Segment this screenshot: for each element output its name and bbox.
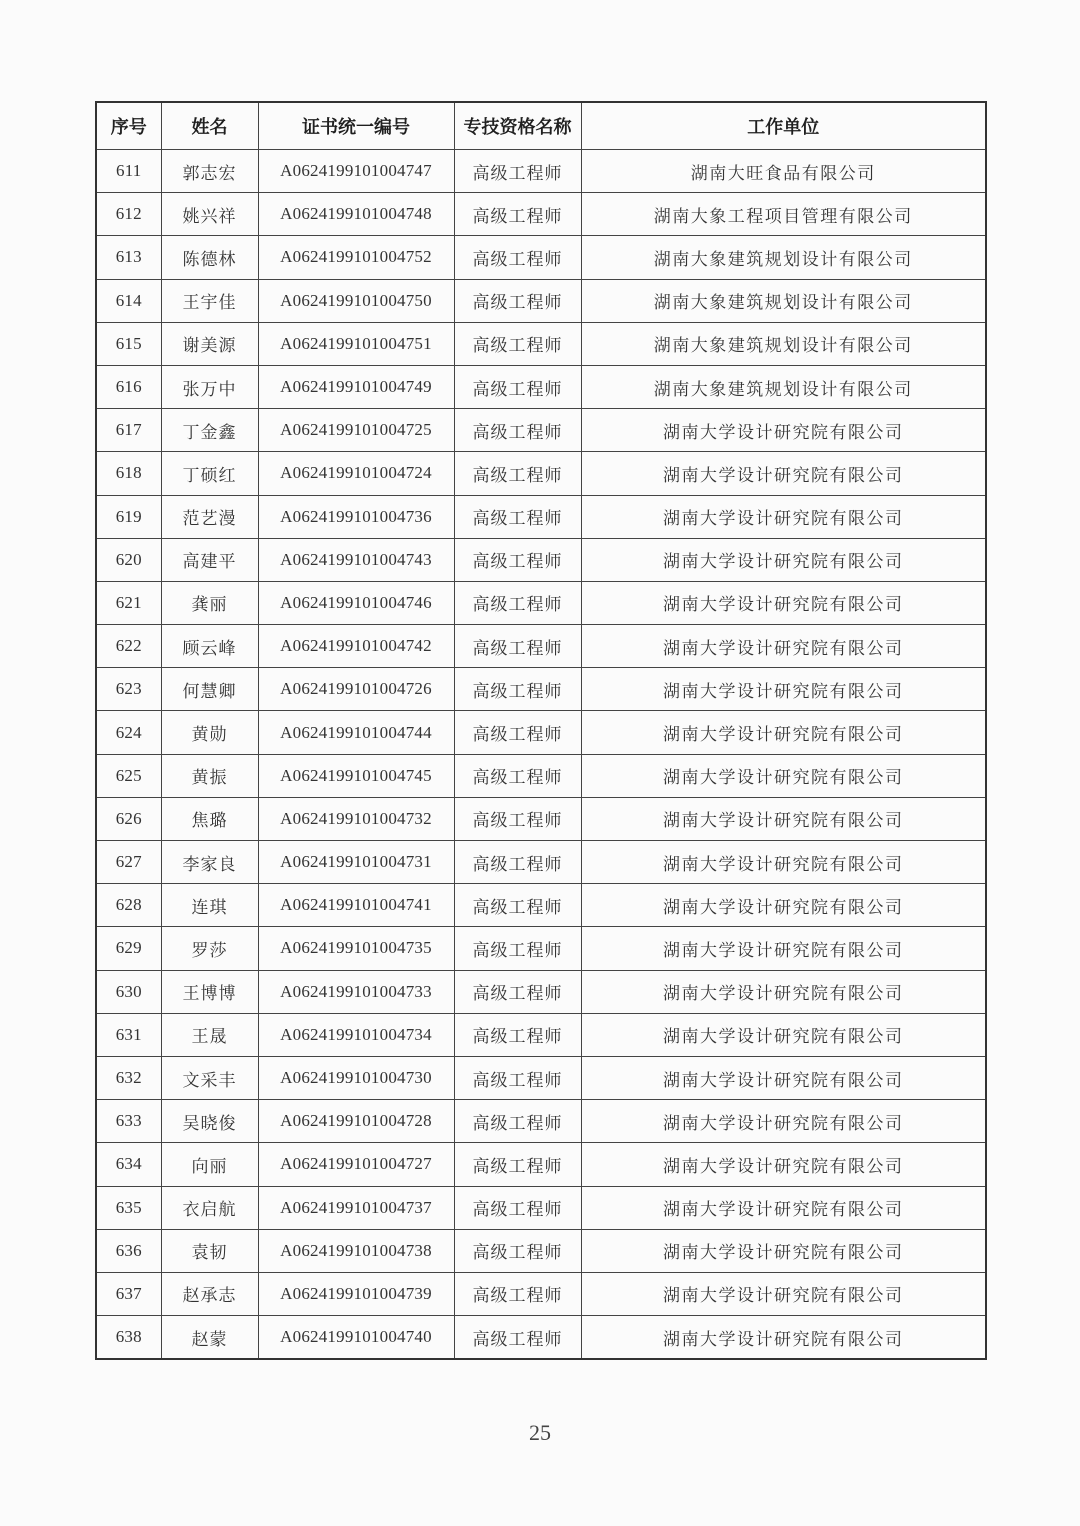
cell-serial-number: 622 xyxy=(96,625,161,668)
header-row xyxy=(96,102,986,150)
cell-name: 丁金鑫 xyxy=(161,409,258,452)
cell-name: 王宇佳 xyxy=(161,279,258,322)
cell-name: 衣启航 xyxy=(161,1186,258,1229)
cell-certificate-number: A0624199101004726 xyxy=(258,668,454,711)
table-row xyxy=(96,754,986,797)
cell-serial-number: 629 xyxy=(96,927,161,970)
cell-certificate-number: A0624199101004746 xyxy=(258,581,454,624)
header-certificate-number: 证书统一编号 xyxy=(258,102,454,150)
cell-certificate-number: A0624199101004747 xyxy=(258,150,454,193)
cell-serial-number: 613 xyxy=(96,236,161,279)
cell-employer: 湖南大象建筑规划设计有限公司 xyxy=(581,365,986,408)
cell-serial-number: 616 xyxy=(96,365,161,408)
cell-certificate-number: A0624199101004739 xyxy=(258,1272,454,1315)
cell-serial-number: 620 xyxy=(96,538,161,581)
cell-employer: 湖南大学设计研究院有限公司 xyxy=(581,452,986,495)
table-row xyxy=(96,538,986,581)
cell-name: 罗莎 xyxy=(161,927,258,970)
cell-employer: 湖南大学设计研究院有限公司 xyxy=(581,409,986,452)
table-row xyxy=(96,1143,986,1186)
table-row xyxy=(96,236,986,279)
cell-qualification: 高级工程师 xyxy=(454,193,581,236)
cell-qualification: 高级工程师 xyxy=(454,841,581,884)
cell-qualification: 高级工程师 xyxy=(454,1143,581,1186)
cell-employer: 湖南大学设计研究院有限公司 xyxy=(581,884,986,927)
table-row xyxy=(96,625,986,668)
cell-certificate-number: A0624199101004752 xyxy=(258,236,454,279)
cell-certificate-number: A0624199101004724 xyxy=(258,452,454,495)
cell-serial-number: 626 xyxy=(96,797,161,840)
cell-qualification: 高级工程师 xyxy=(454,797,581,840)
cell-serial-number: 618 xyxy=(96,452,161,495)
cell-certificate-number: A0624199101004750 xyxy=(258,279,454,322)
cell-name: 向丽 xyxy=(161,1143,258,1186)
cell-employer: 湖南大学设计研究院有限公司 xyxy=(581,1186,986,1229)
cell-name: 高建平 xyxy=(161,538,258,581)
table-row xyxy=(96,1272,986,1315)
cell-qualification: 高级工程师 xyxy=(454,1229,581,1272)
cell-qualification: 高级工程师 xyxy=(454,625,581,668)
page-number: 25 xyxy=(529,1420,551,1445)
cell-serial-number: 636 xyxy=(96,1229,161,1272)
cell-qualification: 高级工程师 xyxy=(454,322,581,365)
table-row xyxy=(96,711,986,754)
cell-employer: 湖南大学设计研究院有限公司 xyxy=(581,1013,986,1056)
cell-name: 李家良 xyxy=(161,841,258,884)
table-row xyxy=(96,884,986,927)
cell-employer: 湖南大象建筑规划设计有限公司 xyxy=(581,322,986,365)
cell-employer: 湖南大学设计研究院有限公司 xyxy=(581,625,986,668)
table-row xyxy=(96,495,986,538)
cell-employer: 湖南大学设计研究院有限公司 xyxy=(581,581,986,624)
cell-qualification: 高级工程师 xyxy=(454,409,581,452)
cell-qualification: 高级工程师 xyxy=(454,1272,581,1315)
cell-qualification: 高级工程师 xyxy=(454,1100,581,1143)
cell-employer: 湖南大学设计研究院有限公司 xyxy=(581,1229,986,1272)
cell-employer: 湖南大学设计研究院有限公司 xyxy=(581,797,986,840)
cell-employer: 湖南大学设计研究院有限公司 xyxy=(581,1143,986,1186)
cell-certificate-number: A0624199101004738 xyxy=(258,1229,454,1272)
cell-name: 袁韧 xyxy=(161,1229,258,1272)
cell-certificate-number: A0624199101004732 xyxy=(258,797,454,840)
header-qualification: 专技资格名称 xyxy=(454,102,581,150)
cell-serial-number: 633 xyxy=(96,1100,161,1143)
cell-serial-number: 614 xyxy=(96,279,161,322)
table-row xyxy=(96,1229,986,1272)
table-body xyxy=(96,150,986,1360)
cell-serial-number: 628 xyxy=(96,884,161,927)
cell-certificate-number: A0624199101004751 xyxy=(258,322,454,365)
cell-qualification: 高级工程师 xyxy=(454,1186,581,1229)
cell-certificate-number: A0624199101004749 xyxy=(258,365,454,408)
cell-certificate-number: A0624199101004736 xyxy=(258,495,454,538)
table-row xyxy=(96,970,986,1013)
cell-serial-number: 623 xyxy=(96,668,161,711)
cell-name: 吴晓俊 xyxy=(161,1100,258,1143)
cell-qualification: 高级工程师 xyxy=(454,1013,581,1056)
cell-certificate-number: A0624199101004725 xyxy=(258,409,454,452)
cell-serial-number: 631 xyxy=(96,1013,161,1056)
cell-name: 张万中 xyxy=(161,365,258,408)
cell-employer: 湖南大学设计研究院有限公司 xyxy=(581,841,986,884)
cell-name: 顾云峰 xyxy=(161,625,258,668)
cell-serial-number: 621 xyxy=(96,581,161,624)
cell-employer: 湖南大学设计研究院有限公司 xyxy=(581,668,986,711)
cell-name: 龚丽 xyxy=(161,581,258,624)
cell-serial-number: 638 xyxy=(96,1316,161,1360)
cell-employer: 湖南大象建筑规划设计有限公司 xyxy=(581,236,986,279)
header-serial-number: 序号 xyxy=(96,102,161,150)
table-row xyxy=(96,668,986,711)
table-row xyxy=(96,1100,986,1143)
cell-qualification: 高级工程师 xyxy=(454,754,581,797)
cell-serial-number: 632 xyxy=(96,1056,161,1099)
certificate-roster-table xyxy=(95,101,987,1360)
cell-serial-number: 637 xyxy=(96,1272,161,1315)
cell-qualification: 高级工程师 xyxy=(454,495,581,538)
cell-qualification: 高级工程师 xyxy=(454,452,581,495)
cell-qualification: 高级工程师 xyxy=(454,538,581,581)
cell-employer: 湖南大学设计研究院有限公司 xyxy=(581,1316,986,1360)
cell-name: 连琪 xyxy=(161,884,258,927)
cell-employer: 湖南大学设计研究院有限公司 xyxy=(581,754,986,797)
cell-employer: 湖南大旺食品有限公司 xyxy=(581,150,986,193)
cell-name: 王晟 xyxy=(161,1013,258,1056)
table-row xyxy=(96,797,986,840)
cell-name: 陈德林 xyxy=(161,236,258,279)
cell-name: 黄振 xyxy=(161,754,258,797)
table-row xyxy=(96,452,986,495)
cell-certificate-number: A0624199101004745 xyxy=(258,754,454,797)
cell-employer: 湖南大学设计研究院有限公司 xyxy=(581,495,986,538)
cell-name: 文采丰 xyxy=(161,1056,258,1099)
cell-serial-number: 624 xyxy=(96,711,161,754)
table-row xyxy=(96,1056,986,1099)
table-row xyxy=(96,409,986,452)
cell-qualification: 高级工程师 xyxy=(454,279,581,322)
cell-employer: 湖南大象工程项目管理有限公司 xyxy=(581,193,986,236)
cell-qualification: 高级工程师 xyxy=(454,970,581,1013)
cell-employer: 湖南大学设计研究院有限公司 xyxy=(581,970,986,1013)
cell-name: 姚兴祥 xyxy=(161,193,258,236)
cell-name: 赵承志 xyxy=(161,1272,258,1315)
cell-employer: 湖南大学设计研究院有限公司 xyxy=(581,1056,986,1099)
cell-qualification: 高级工程师 xyxy=(454,365,581,408)
cell-certificate-number: A0624199101004735 xyxy=(258,927,454,970)
header-employer: 工作单位 xyxy=(581,102,986,150)
cell-serial-number: 617 xyxy=(96,409,161,452)
cell-qualification: 高级工程师 xyxy=(454,668,581,711)
cell-name: 黄勋 xyxy=(161,711,258,754)
cell-employer: 湖南大学设计研究院有限公司 xyxy=(581,711,986,754)
cell-serial-number: 627 xyxy=(96,841,161,884)
cell-certificate-number: A0624199101004748 xyxy=(258,193,454,236)
cell-name: 王博博 xyxy=(161,970,258,1013)
table-header xyxy=(96,102,986,150)
table-row xyxy=(96,841,986,884)
cell-name: 赵蒙 xyxy=(161,1316,258,1360)
cell-name: 何慧卿 xyxy=(161,668,258,711)
cell-employer: 湖南大学设计研究院有限公司 xyxy=(581,1272,986,1315)
cell-serial-number: 635 xyxy=(96,1186,161,1229)
cell-serial-number: 611 xyxy=(96,150,161,193)
table-row xyxy=(96,193,986,236)
cell-name: 丁硕红 xyxy=(161,452,258,495)
cell-qualification: 高级工程师 xyxy=(454,1056,581,1099)
cell-employer: 湖南大象建筑规划设计有限公司 xyxy=(581,279,986,322)
table-row xyxy=(96,279,986,322)
cell-serial-number: 630 xyxy=(96,970,161,1013)
table-row xyxy=(96,322,986,365)
cell-certificate-number: A0624199101004742 xyxy=(258,625,454,668)
cell-name: 谢美源 xyxy=(161,322,258,365)
cell-certificate-number: A0624199101004727 xyxy=(258,1143,454,1186)
cell-serial-number: 625 xyxy=(96,754,161,797)
cell-qualification: 高级工程师 xyxy=(454,150,581,193)
cell-employer: 湖南大学设计研究院有限公司 xyxy=(581,927,986,970)
cell-qualification: 高级工程师 xyxy=(454,581,581,624)
cell-employer: 湖南大学设计研究院有限公司 xyxy=(581,1100,986,1143)
cell-name: 焦璐 xyxy=(161,797,258,840)
cell-certificate-number: A0624199101004743 xyxy=(258,538,454,581)
cell-qualification: 高级工程师 xyxy=(454,1316,581,1360)
table-row xyxy=(96,927,986,970)
cell-serial-number: 615 xyxy=(96,322,161,365)
cell-name: 郭志宏 xyxy=(161,150,258,193)
table-row xyxy=(96,581,986,624)
cell-certificate-number: A0624199101004740 xyxy=(258,1316,454,1360)
table-row xyxy=(96,365,986,408)
cell-qualification: 高级工程师 xyxy=(454,236,581,279)
cell-certificate-number: A0624199101004737 xyxy=(258,1186,454,1229)
cell-qualification: 高级工程师 xyxy=(454,711,581,754)
cell-name: 范艺漫 xyxy=(161,495,258,538)
cell-serial-number: 612 xyxy=(96,193,161,236)
cell-employer: 湖南大学设计研究院有限公司 xyxy=(581,538,986,581)
cell-qualification: 高级工程师 xyxy=(454,927,581,970)
cell-certificate-number: A0624199101004731 xyxy=(258,841,454,884)
table-row xyxy=(96,1186,986,1229)
header-name: 姓名 xyxy=(161,102,258,150)
cell-certificate-number: A0624199101004728 xyxy=(258,1100,454,1143)
cell-certificate-number: A0624199101004744 xyxy=(258,711,454,754)
cell-serial-number: 619 xyxy=(96,495,161,538)
table-row xyxy=(96,150,986,193)
cell-qualification: 高级工程师 xyxy=(454,884,581,927)
table-row xyxy=(96,1013,986,1056)
cell-certificate-number: A0624199101004730 xyxy=(258,1056,454,1099)
cell-certificate-number: A0624199101004734 xyxy=(258,1013,454,1056)
cell-certificate-number: A0624199101004741 xyxy=(258,884,454,927)
cell-serial-number: 634 xyxy=(96,1143,161,1186)
table-row xyxy=(96,1316,986,1360)
cell-certificate-number: A0624199101004733 xyxy=(258,970,454,1013)
